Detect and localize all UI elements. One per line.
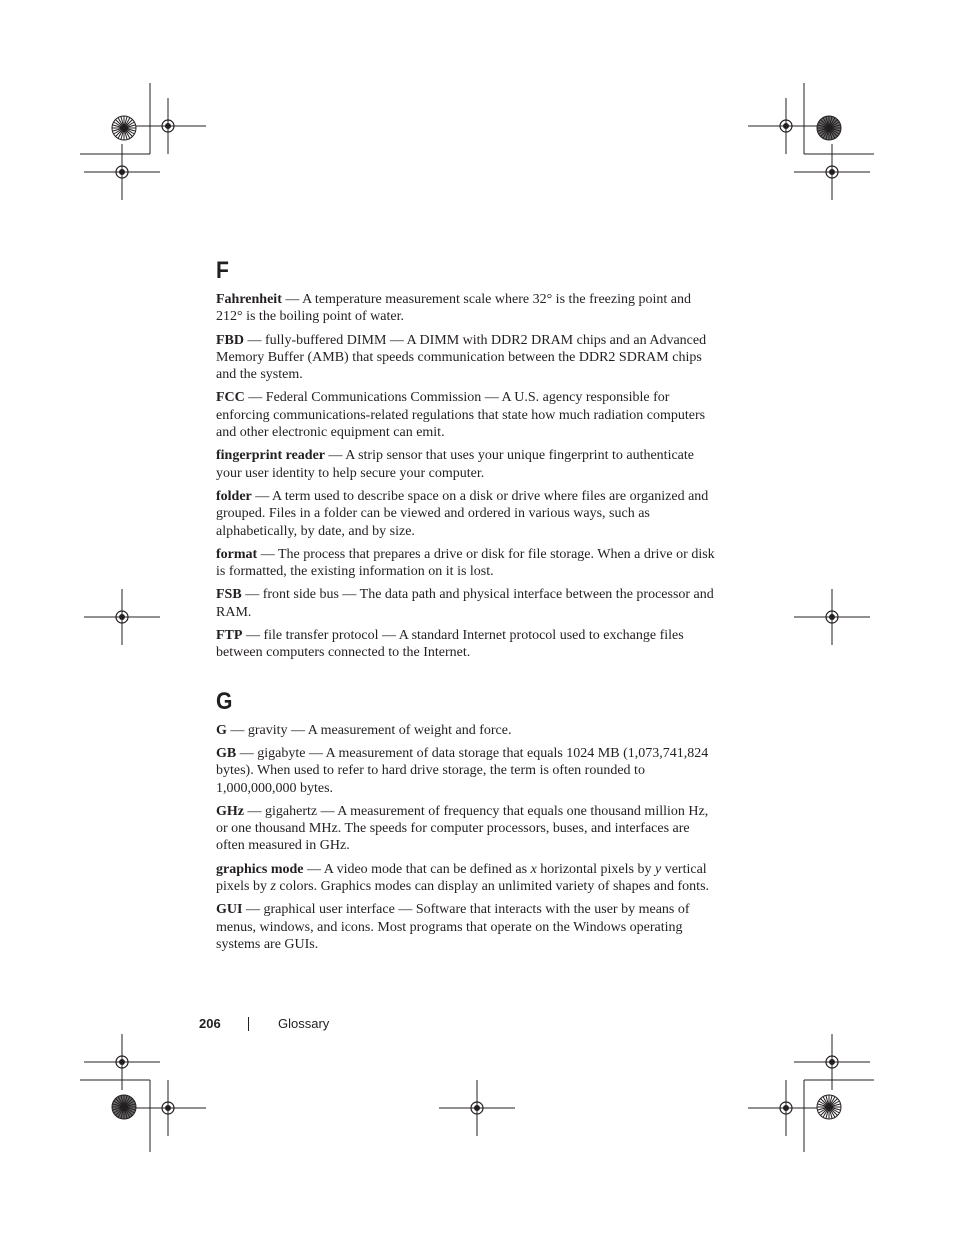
- glossary-definition: — graphical user interface — Software that interacts with the user by means of menus, windows, and icons. Most programs that operate on the Windows operating systems are GUIs.: [216, 902, 690, 952]
- glossary-definition: — front side bus — The data path and physical interface between the processor and RAM.: [216, 587, 714, 620]
- glossary-definition: — A term used to describe space on a disk or drive where files are organized and grouped. Files in a folder can be viewed and ordered in various ways, such as alphabetically, by date, and by size.: [216, 488, 709, 539]
- registration-target-dot: [783, 123, 789, 129]
- section-letter-g: G: [216, 687, 233, 715]
- section-letter-f: F: [216, 257, 229, 284]
- glossary-term: GB: [216, 745, 237, 761]
- registration-target-dot: [119, 614, 125, 620]
- glossary-content: [216, 257, 716, 959]
- glossary-term: FTP: [216, 628, 243, 644]
- glossary-term: FBD: [216, 332, 244, 348]
- glossary-entry-fahrenheit: [216, 291, 716, 326]
- glossary-entry-ghz: [216, 803, 716, 855]
- glossary-definition: — The process that prepares a drive or disk for file storage. When a drive or disk is formatted, the existing information on it is lost.: [216, 546, 715, 580]
- glossary-definition: — file transfer protocol — A standard Internet protocol used to exchange files between computers connected to the Internet.: [216, 628, 684, 661]
- glossary-entry-fsb: [216, 586, 716, 621]
- registration-target-dot: [119, 1059, 125, 1065]
- section-f: [216, 257, 716, 662]
- variable-x: x: [530, 861, 537, 877]
- registration-target-dot: [165, 1105, 171, 1111]
- registration-target-dot: [783, 1105, 789, 1111]
- glossary-definition: — fully-buffered DIMM — A DIMM with DDR2 DRAM chips and an Advanced Memory Buffer (AMB) that speeds communication between the DDR2 SDRAM chips and the system.: [216, 332, 707, 383]
- registration-target-dot: [829, 169, 835, 175]
- glossary-term: FCC: [216, 390, 245, 406]
- glossary-definition-part: colors. Graphics modes can display an unlimited variety of shapes and fonts.: [275, 879, 710, 895]
- glossary-entry-gui: [216, 901, 716, 953]
- glossary-definition: — Federal Communications Commission — A U.S. agency responsible for enforcing communications-related regulations that state how much radiation computers and other electronic equipment can emit.: [216, 390, 706, 441]
- registration-target-dot: [165, 123, 171, 129]
- glossary-term: G: [216, 722, 227, 738]
- glossary-entry-folder: [216, 488, 716, 540]
- glossary-definition: — A strip sensor that uses your unique fingerprint to authenticate your user identity to help secure your computer.: [216, 448, 694, 481]
- glossary-definition-part: horizontal pixels by: [536, 861, 655, 877]
- glossary-entry-graphics-mode: [216, 861, 716, 896]
- glossary-term: GHz: [216, 803, 244, 819]
- glossary-entry-ftp: [216, 627, 716, 662]
- glossary-entry-g: [216, 722, 716, 739]
- registration-target-dot: [119, 169, 125, 175]
- glossary-definition: — A temperature measurement scale where 32° is the freezing point and 212° is the boiling point of water.: [216, 292, 691, 325]
- glossary-definition-part: — A video mode that can be defined as: [303, 861, 531, 877]
- variable-y: y: [654, 861, 662, 877]
- glossary-term: graphics mode: [216, 861, 304, 877]
- glossary-definition: — gigabyte — A measurement of data storage that equals 1024 MB (1,073,741,824 bytes). When used to refer to hard drive storage, the term is often rounded to 1,000,000,000 bytes.: [216, 745, 709, 796]
- glossary-term: folder: [216, 488, 252, 504]
- registration-target-dot: [829, 614, 835, 620]
- glossary-term: FSB: [216, 587, 242, 603]
- glossary-entry-fbd: [216, 332, 716, 384]
- glossary-term: format: [216, 546, 258, 562]
- glossary-entry-fingerprint-reader: [216, 447, 716, 482]
- glossary-definition-part: vertical pixels by: [216, 861, 707, 895]
- registration-target-dot: [829, 1059, 835, 1065]
- section-g: [216, 688, 716, 954]
- glossary-definition: — gravity — A measurement of weight and force.: [226, 722, 512, 738]
- glossary-term: GUI: [216, 902, 243, 918]
- footer-separator: [248, 1017, 249, 1031]
- glossary-term: fingerprint reader: [216, 448, 325, 464]
- glossary-entry-gb: [216, 745, 716, 797]
- variable-z: z: [270, 879, 276, 895]
- page-number: 206: [199, 1016, 221, 1031]
- registration-target-dot: [474, 1105, 480, 1111]
- glossary-definition: — gigahertz — A measurement of frequency that equals one thousand million Hz, or one thousand MHz. The speeds for computer processors, buses, and interfaces are often measured in GHz.: [216, 803, 709, 854]
- glossary-entry-format: [216, 546, 716, 581]
- footer-title: Glossary: [278, 1016, 330, 1031]
- glossary-term: Fahrenheit: [216, 292, 282, 307]
- glossary-entry-fcc: [216, 389, 716, 441]
